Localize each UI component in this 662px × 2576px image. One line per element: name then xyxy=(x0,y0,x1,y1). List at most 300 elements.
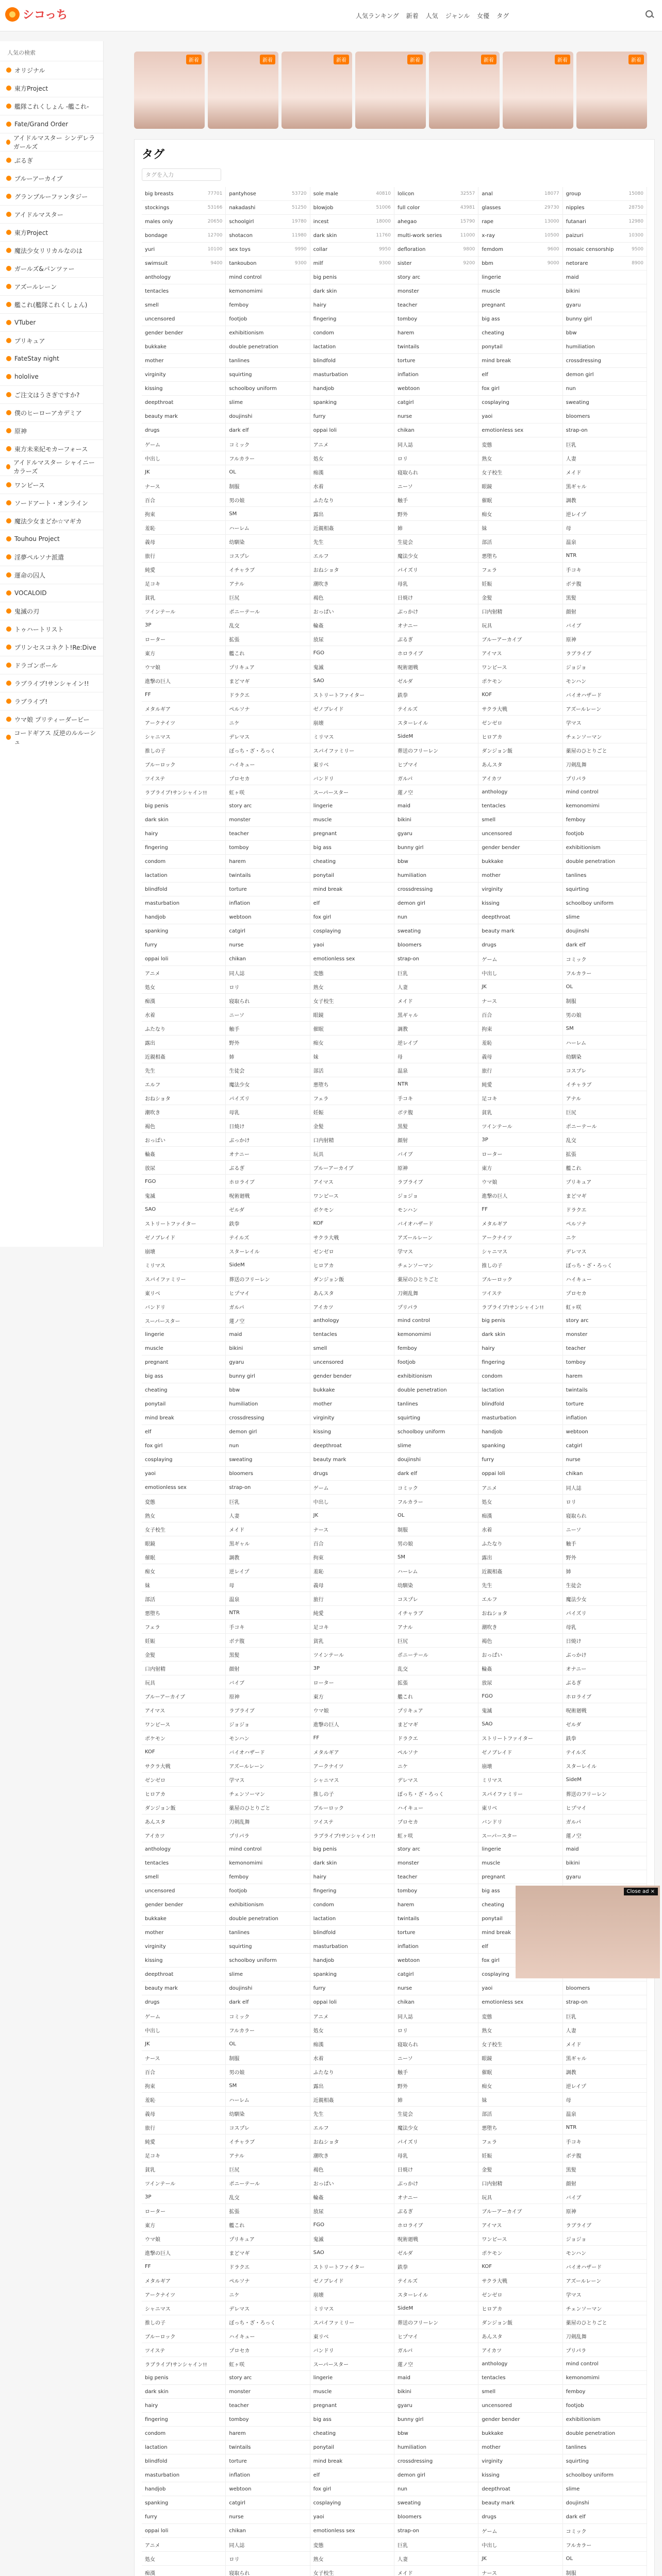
tag-link[interactable] xyxy=(226,257,310,270)
tag-link[interactable] xyxy=(478,2246,562,2260)
tag-link[interactable] xyxy=(563,1105,647,1119)
tag-link[interactable] xyxy=(226,743,310,757)
tag-link[interactable] xyxy=(310,799,394,813)
tag-link[interactable] xyxy=(394,1439,478,1453)
tag-link[interactable] xyxy=(478,1787,562,1801)
featured-thumbnail[interactable] xyxy=(503,52,573,129)
tag-link[interactable] xyxy=(226,2134,310,2148)
tag-link[interactable] xyxy=(478,1244,562,1258)
tag-link[interactable] xyxy=(310,1954,394,1968)
sidebar-item[interactable] xyxy=(0,61,103,79)
tag-link[interactable] xyxy=(142,813,226,827)
tag-link[interactable] xyxy=(478,187,562,201)
tag-link[interactable] xyxy=(563,757,647,771)
tag-link[interactable] xyxy=(142,1189,226,1202)
tag-link[interactable] xyxy=(142,924,226,938)
tag-link[interactable] xyxy=(563,1036,647,1049)
tag-link[interactable] xyxy=(226,702,310,716)
tag-link[interactable] xyxy=(142,2176,226,2190)
tag-link[interactable] xyxy=(394,1828,478,1842)
tag-link[interactable] xyxy=(142,2315,226,2329)
tag-link[interactable] xyxy=(310,771,394,785)
tag-link[interactable] xyxy=(226,2538,310,2552)
tag-link[interactable] xyxy=(226,2566,310,2576)
tag-link[interactable] xyxy=(563,702,647,716)
tag-link[interactable] xyxy=(394,2482,478,2496)
tag-link[interactable] xyxy=(563,1453,647,1467)
tag-link[interactable] xyxy=(226,1230,310,1244)
tag-link[interactable] xyxy=(478,1481,562,1495)
tag-link[interactable] xyxy=(226,1383,310,1397)
tag-link[interactable] xyxy=(394,549,478,563)
tag-link[interactable] xyxy=(142,1634,226,1648)
tag-link[interactable] xyxy=(563,2218,647,2232)
tag-link[interactable] xyxy=(142,1578,226,1592)
tag-link[interactable] xyxy=(563,479,647,493)
tag-link[interactable] xyxy=(563,1662,647,1675)
nav-item-ranking[interactable]: 人気ランキング xyxy=(356,12,399,20)
tag-link[interactable] xyxy=(226,2371,310,2385)
tag-link[interactable] xyxy=(563,1550,647,1564)
tag-link[interactable] xyxy=(142,757,226,771)
tag-link[interactable] xyxy=(394,1842,478,1856)
tag-link[interactable] xyxy=(394,1272,478,1286)
tag-link[interactable] xyxy=(310,827,394,841)
tag-link[interactable] xyxy=(310,2148,394,2162)
tag-link[interactable] xyxy=(226,757,310,771)
tag-link[interactable] xyxy=(394,1509,478,1522)
tag-link[interactable] xyxy=(226,354,310,368)
tag-link[interactable] xyxy=(478,743,562,757)
tag-link[interactable] xyxy=(310,632,394,646)
tag-link[interactable] xyxy=(142,2482,226,2496)
featured-thumbnail[interactable] xyxy=(282,52,352,129)
tag-link[interactable] xyxy=(310,1592,394,1606)
tag-link[interactable] xyxy=(142,2496,226,2510)
tag-link[interactable] xyxy=(563,1745,647,1759)
tag-link[interactable] xyxy=(226,1091,310,1105)
tag-link[interactable] xyxy=(563,1648,647,1662)
tag-link[interactable] xyxy=(226,1369,310,1383)
tag-link[interactable] xyxy=(310,702,394,716)
tag-link[interactable] xyxy=(563,966,647,980)
tag-link[interactable] xyxy=(310,2009,394,2023)
tag-link[interactable] xyxy=(226,1244,310,1258)
tag-link[interactable] xyxy=(310,2107,394,2121)
tag-link[interactable] xyxy=(478,1745,562,1759)
tag-link[interactable] xyxy=(142,340,226,354)
tag-link[interactable] xyxy=(394,1884,478,1898)
tag-link[interactable] xyxy=(478,1411,562,1425)
tag-link[interactable] xyxy=(478,2051,562,2065)
sidebar-item[interactable] xyxy=(0,331,103,349)
tag-link[interactable] xyxy=(478,1272,562,1286)
tag-link[interactable] xyxy=(394,1091,478,1105)
tag-link[interactable] xyxy=(563,563,647,577)
tag-link[interactable] xyxy=(394,201,478,215)
tag-link[interactable] xyxy=(226,1940,310,1954)
tag-link[interactable] xyxy=(310,451,394,465)
tag-link[interactable] xyxy=(310,396,394,410)
tag-link[interactable] xyxy=(226,2482,310,2496)
tag-link[interactable] xyxy=(226,270,310,284)
tag-link[interactable] xyxy=(310,1481,394,1495)
tag-link[interactable] xyxy=(142,618,226,632)
tag-link[interactable] xyxy=(394,1036,478,1049)
tag-link[interactable] xyxy=(310,577,394,590)
tag-link[interactable] xyxy=(310,243,394,257)
tag-link[interactable] xyxy=(394,396,478,410)
tag-link[interactable] xyxy=(142,1828,226,1842)
tag-link[interactable] xyxy=(563,2454,647,2468)
tag-link[interactable] xyxy=(226,2176,310,2190)
tag-link[interactable] xyxy=(394,1926,478,1940)
tag-link[interactable] xyxy=(142,2051,226,2065)
tag-link[interactable] xyxy=(226,2496,310,2510)
tag-link[interactable] xyxy=(394,2343,478,2357)
tag-link[interactable] xyxy=(478,298,562,312)
tag-link[interactable] xyxy=(310,1091,394,1105)
tag-link[interactable] xyxy=(394,2301,478,2315)
tag-link[interactable] xyxy=(226,187,310,201)
tag-link[interactable] xyxy=(563,577,647,590)
tag-link[interactable] xyxy=(563,2148,647,2162)
tag-link[interactable] xyxy=(310,785,394,799)
tag-link[interactable] xyxy=(394,771,478,785)
tag-link[interactable] xyxy=(226,2260,310,2274)
tag-link[interactable] xyxy=(226,1411,310,1425)
tag-link[interactable] xyxy=(142,2399,226,2413)
tag-link[interactable] xyxy=(226,674,310,688)
tag-link[interactable] xyxy=(142,2441,226,2454)
tag-link[interactable] xyxy=(226,1828,310,1842)
tag-link[interactable] xyxy=(226,2468,310,2482)
tag-link[interactable] xyxy=(563,2287,647,2301)
tag-link[interactable] xyxy=(142,1592,226,1606)
tag-link[interactable] xyxy=(478,2037,562,2051)
tag-link[interactable] xyxy=(563,1731,647,1745)
tag-link[interactable] xyxy=(310,298,394,312)
tag-link[interactable] xyxy=(142,604,226,618)
tag-link[interactable] xyxy=(478,2315,562,2329)
tag-link[interactable] xyxy=(310,2538,394,2552)
tag-link[interactable] xyxy=(478,1369,562,1383)
tag-link[interactable] xyxy=(226,2190,310,2204)
tag-link[interactable] xyxy=(394,1119,478,1133)
tag-link[interactable] xyxy=(478,284,562,298)
tag-link[interactable] xyxy=(394,2385,478,2399)
tag-link[interactable] xyxy=(310,368,394,382)
tag-link[interactable] xyxy=(142,1926,226,1940)
tag-link[interactable] xyxy=(394,1995,478,2009)
tag-link[interactable] xyxy=(563,465,647,479)
tag-link[interactable] xyxy=(310,1675,394,1689)
tag-link[interactable] xyxy=(226,1620,310,1634)
tag-link[interactable] xyxy=(142,2357,226,2371)
tag-link[interactable] xyxy=(310,2121,394,2134)
tag-link[interactable] xyxy=(563,396,647,410)
tag-link[interactable] xyxy=(226,465,310,479)
tag-link[interactable] xyxy=(142,688,226,702)
tag-link[interactable] xyxy=(142,1995,226,2009)
tag-link[interactable] xyxy=(394,1328,478,1342)
featured-thumbnail[interactable] xyxy=(355,52,426,129)
tag-link[interactable] xyxy=(394,521,478,535)
tag-link[interactable] xyxy=(394,994,478,1008)
tag-link[interactable] xyxy=(394,2009,478,2023)
tag-link[interactable] xyxy=(310,1787,394,1801)
tag-link[interactable] xyxy=(394,493,478,507)
tag-link[interactable] xyxy=(226,563,310,577)
tag-link[interactable] xyxy=(142,1731,226,1745)
tag-link[interactable] xyxy=(226,312,310,326)
tag-link[interactable] xyxy=(478,702,562,716)
tag-link[interactable] xyxy=(394,2510,478,2524)
tag-link[interactable] xyxy=(310,1606,394,1620)
tag-link[interactable] xyxy=(142,1981,226,1995)
tag-link[interactable] xyxy=(478,688,562,702)
tag-link[interactable] xyxy=(478,1161,562,1175)
tag-link[interactable] xyxy=(310,1564,394,1578)
tag-link[interactable] xyxy=(310,1759,394,1773)
tag-link[interactable] xyxy=(394,1495,478,1509)
tag-link[interactable] xyxy=(563,1675,647,1689)
tag-link[interactable] xyxy=(142,1369,226,1383)
tag-link[interactable] xyxy=(394,1022,478,1036)
tag-link[interactable] xyxy=(563,1634,647,1648)
tag-link[interactable] xyxy=(478,1773,562,1787)
tag-link[interactable] xyxy=(563,688,647,702)
tag-link[interactable] xyxy=(478,451,562,465)
tag-link[interactable] xyxy=(563,1703,647,1717)
tag-link[interactable] xyxy=(310,2315,394,2329)
tag-link[interactable] xyxy=(142,1787,226,1801)
tag-link[interactable] xyxy=(142,2190,226,2204)
tag-link[interactable] xyxy=(563,1244,647,1258)
tag-link[interactable] xyxy=(310,521,394,535)
tag-link[interactable] xyxy=(142,326,226,340)
tag-link[interactable] xyxy=(310,1550,394,1564)
tag-link[interactable] xyxy=(478,1036,562,1049)
tag-link[interactable] xyxy=(310,2301,394,2315)
tag-link[interactable] xyxy=(478,1870,562,1884)
tag-link[interactable] xyxy=(226,1272,310,1286)
tag-link[interactable] xyxy=(226,1314,310,1328)
tag-link[interactable] xyxy=(310,1495,394,1509)
tag-link[interactable] xyxy=(478,966,562,980)
tag-link[interactable] xyxy=(563,2315,647,2329)
tag-link[interactable] xyxy=(478,1063,562,1077)
tag-link[interactable] xyxy=(394,1870,478,1884)
tag-link[interactable] xyxy=(310,1022,394,1036)
tag-link[interactable] xyxy=(310,1258,394,1272)
tag-link[interactable] xyxy=(478,1355,562,1369)
tag-link[interactable] xyxy=(478,326,562,340)
tag-link[interactable] xyxy=(142,1383,226,1397)
tag-link[interactable] xyxy=(142,1703,226,1717)
tag-link[interactable] xyxy=(478,2524,562,2538)
tag-link[interactable] xyxy=(310,1856,394,1870)
tag-link[interactable] xyxy=(142,1216,226,1230)
tag-link[interactable] xyxy=(394,1383,478,1397)
tag-link[interactable] xyxy=(563,2566,647,2576)
tag-link[interactable] xyxy=(310,410,394,423)
tag-link[interactable] xyxy=(394,2148,478,2162)
tag-link[interactable] xyxy=(310,2065,394,2079)
tag-link[interactable] xyxy=(310,2552,394,2566)
tag-link[interactable] xyxy=(563,1536,647,1550)
tag-link[interactable] xyxy=(226,577,310,590)
tag-link[interactable] xyxy=(142,298,226,312)
sidebar-item[interactable] xyxy=(0,277,103,295)
tag-link[interactable] xyxy=(394,660,478,674)
tag-link[interactable] xyxy=(226,618,310,632)
tag-link[interactable] xyxy=(226,1077,310,1091)
tag-link[interactable] xyxy=(142,1717,226,1731)
tag-link[interactable] xyxy=(142,1133,226,1147)
sidebar-item[interactable] xyxy=(0,692,103,710)
tag-link[interactable] xyxy=(478,1049,562,1063)
tag-link[interactable] xyxy=(394,1175,478,1189)
tag-link[interactable] xyxy=(310,1634,394,1648)
tag-link[interactable] xyxy=(478,1189,562,1202)
tag-link[interactable] xyxy=(563,1022,647,1036)
tag-link[interactable] xyxy=(394,312,478,326)
tag-link[interactable] xyxy=(478,2468,562,2482)
tag-link[interactable] xyxy=(478,896,562,910)
tag-link[interactable] xyxy=(226,1634,310,1648)
tag-link[interactable] xyxy=(310,896,394,910)
tag-link[interactable] xyxy=(142,1036,226,1049)
tag-link[interactable] xyxy=(142,2413,226,2427)
tag-link[interactable] xyxy=(563,312,647,326)
tag-link[interactable] xyxy=(142,1745,226,1759)
tag-link[interactable] xyxy=(310,1801,394,1815)
tag-link[interactable] xyxy=(226,2246,310,2260)
tag-link[interactable] xyxy=(394,896,478,910)
tag-link[interactable] xyxy=(226,1884,310,1898)
tag-link[interactable] xyxy=(563,896,647,910)
tag-link[interactable] xyxy=(142,841,226,855)
tag-link[interactable] xyxy=(394,2329,478,2343)
tag-link[interactable] xyxy=(563,326,647,340)
tag-link[interactable] xyxy=(226,535,310,549)
sidebar-item[interactable] xyxy=(0,584,103,602)
tag-link[interactable] xyxy=(142,660,226,674)
tag-link[interactable] xyxy=(226,2343,310,2357)
tag-link[interactable] xyxy=(563,2385,647,2399)
tag-link[interactable] xyxy=(478,2148,562,2162)
tag-link[interactable] xyxy=(142,1968,226,1981)
tag-link[interactable] xyxy=(394,924,478,938)
tag-link[interactable] xyxy=(478,215,562,229)
tag-link[interactable] xyxy=(563,2190,647,2204)
tag-link[interactable] xyxy=(310,1314,394,1328)
nav-item-actress[interactable]: 女優 xyxy=(477,12,490,20)
tag-link[interactable] xyxy=(478,270,562,284)
tag-link[interactable] xyxy=(226,215,310,229)
tag-link[interactable] xyxy=(563,1314,647,1328)
tag-link[interactable] xyxy=(394,1550,478,1564)
tag-link[interactable] xyxy=(142,1147,226,1161)
tag-link[interactable] xyxy=(394,1300,478,1314)
tag-link[interactable] xyxy=(478,354,562,368)
tag-link[interactable] xyxy=(478,2496,562,2510)
tag-link[interactable] xyxy=(142,938,226,952)
sidebar-item[interactable] xyxy=(0,638,103,656)
tag-link[interactable] xyxy=(394,1856,478,1870)
sidebar-item[interactable] xyxy=(0,403,103,421)
tag-link[interactable] xyxy=(563,437,647,451)
tag-link[interactable] xyxy=(142,2260,226,2274)
tag-link[interactable] xyxy=(478,827,562,841)
sidebar-item[interactable] xyxy=(0,457,103,476)
tag-link[interactable] xyxy=(142,2246,226,2260)
tag-link[interactable] xyxy=(563,1717,647,1731)
tag-link[interactable] xyxy=(310,590,394,604)
sidebar-item[interactable] xyxy=(0,79,103,97)
tag-link[interactable] xyxy=(226,1453,310,1467)
tag-link[interactable] xyxy=(478,980,562,994)
tag-link[interactable] xyxy=(563,883,647,896)
tag-link[interactable] xyxy=(394,298,478,312)
tag-link[interactable] xyxy=(226,1328,310,1342)
sidebar-item[interactable] xyxy=(0,530,103,548)
tag-link[interactable] xyxy=(142,1940,226,1954)
tag-link[interactable] xyxy=(563,952,647,966)
tag-link[interactable] xyxy=(394,2107,478,2121)
tag-link[interactable] xyxy=(142,2009,226,2023)
tag-link[interactable] xyxy=(226,730,310,743)
tag-link[interactable] xyxy=(478,2454,562,2468)
tag-link[interactable] xyxy=(478,2538,562,2552)
tag-link[interactable] xyxy=(394,1689,478,1703)
tag-link[interactable] xyxy=(394,1634,478,1648)
tag-link[interactable] xyxy=(142,1328,226,1342)
tag-link[interactable] xyxy=(563,1787,647,1801)
tag-link[interactable] xyxy=(478,924,562,938)
tag-link[interactable] xyxy=(563,1063,647,1077)
tag-link[interactable] xyxy=(478,396,562,410)
tag-link[interactable] xyxy=(394,215,478,229)
tag-link[interactable] xyxy=(563,855,647,869)
tag-link[interactable] xyxy=(226,1147,310,1161)
tag-link[interactable] xyxy=(563,2065,647,2079)
tag-link[interactable] xyxy=(142,966,226,980)
tag-link[interactable] xyxy=(563,2274,647,2287)
tag-link[interactable] xyxy=(310,1648,394,1662)
tag-link[interactable] xyxy=(142,1522,226,1536)
tag-link[interactable] xyxy=(563,2371,647,2385)
tag-link[interactable] xyxy=(563,1202,647,1216)
tag-link[interactable] xyxy=(563,1467,647,1481)
tag-link[interactable] xyxy=(563,1411,647,1425)
tag-link[interactable] xyxy=(310,994,394,1008)
tag-link[interactable] xyxy=(142,980,226,994)
tag-link[interactable] xyxy=(478,813,562,827)
tag-link[interactable] xyxy=(563,1592,647,1606)
tag-link[interactable] xyxy=(142,702,226,716)
tag-link[interactable] xyxy=(394,799,478,813)
tag-link[interactable] xyxy=(394,451,478,465)
tag-link[interactable] xyxy=(310,1077,394,1091)
tag-link[interactable] xyxy=(394,1898,478,1912)
tag-link[interactable] xyxy=(142,2524,226,2538)
tag-link[interactable] xyxy=(478,1328,562,1342)
tag-link[interactable] xyxy=(142,2232,226,2246)
tag-link[interactable] xyxy=(394,855,478,869)
tag-link[interactable] xyxy=(310,1189,394,1202)
